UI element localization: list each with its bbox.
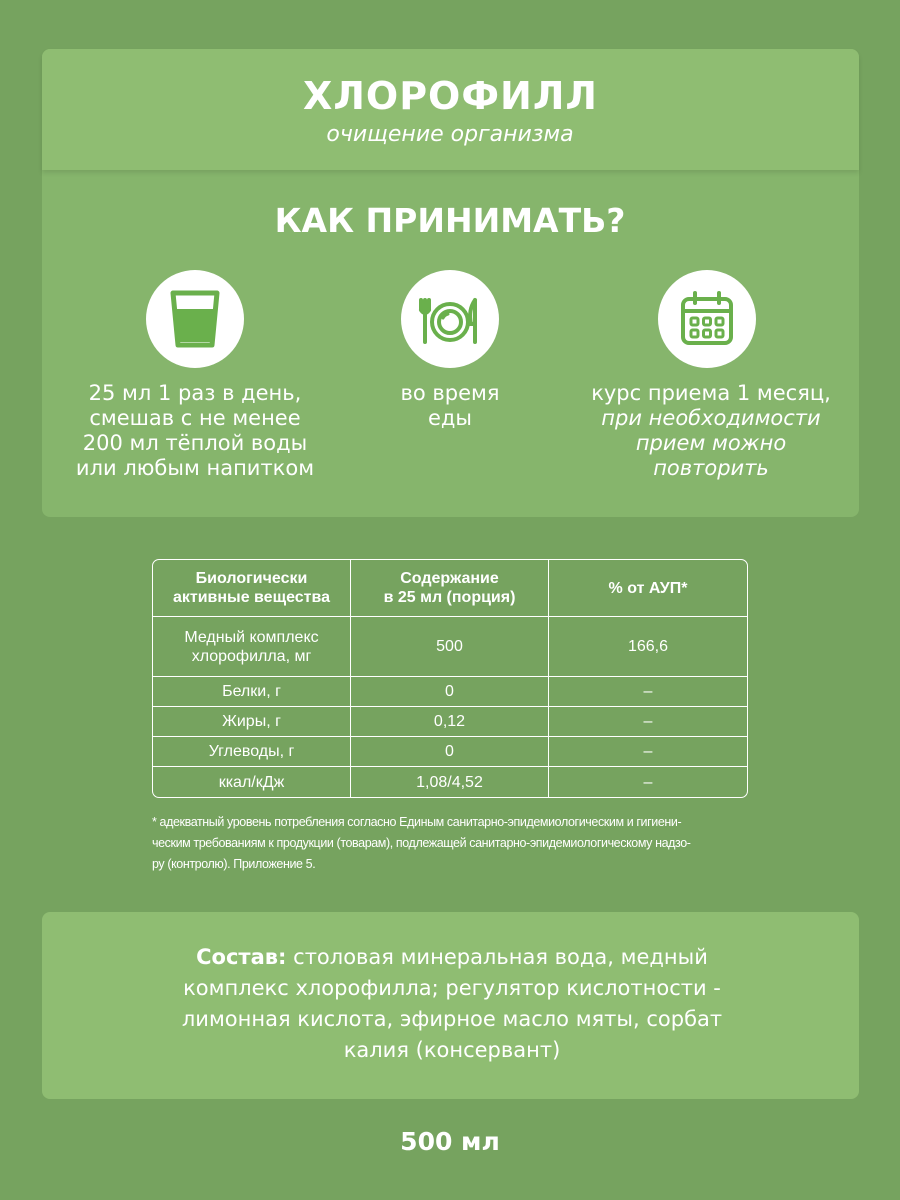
step-1-line-2: смешав с не менее <box>89 406 301 430</box>
header-substances-line-2: активные вещества <box>172 589 331 606</box>
step-2-line-2: еды <box>427 406 473 430</box>
glass-icon-circle <box>146 270 244 368</box>
step-3-text <box>566 381 856 481</box>
row-amount: 500 <box>351 617 549 677</box>
row-amount: 1,08/4,52 <box>351 767 549 797</box>
composition-label: Состав: <box>196 945 287 969</box>
step-1-line-4: или любым напитком <box>75 456 315 480</box>
product-subtitle: очищение организма <box>326 122 574 147</box>
row-percent: – <box>549 707 747 737</box>
step-2-line-1: во время <box>400 381 500 405</box>
header-substances <box>153 560 351 617</box>
row-amount: 0 <box>351 677 549 707</box>
glass-icon <box>165 287 225 351</box>
header-percent <box>549 560 747 617</box>
footnote-line-3: ру (контролю). Приложение 5. <box>152 857 316 871</box>
table-row <box>153 677 747 707</box>
row-name: Углеводы, г <box>153 737 351 767</box>
row-name: Жиры, г <box>153 707 351 737</box>
footnote-line-2: ческим требованиям к продукции (товарам), подлежащей санитарно-эпидемиологическому надзо- <box>152 836 691 850</box>
step-3-italic-3: повторить <box>653 456 769 480</box>
step-3-italic-1: при необходимости <box>601 406 821 430</box>
row-name-line-1: Медный комплекс <box>184 628 319 646</box>
row-name-line-2: хлорофилла, мг <box>191 647 312 665</box>
row-percent: – <box>549 677 747 707</box>
header-band <box>42 49 859 170</box>
row-amount: 0,12 <box>351 707 549 737</box>
footnote-line-1: * адекватный уровень потребления согласно Единым санитарно-эпидемиологическим и гигиени- <box>152 815 682 829</box>
table-row <box>153 617 747 677</box>
table-row <box>153 767 747 797</box>
plate-icon-circle <box>401 270 499 368</box>
nutrition-table <box>152 559 748 798</box>
step-3-italic-2: прием можно <box>635 431 787 455</box>
step-2-text <box>370 381 530 431</box>
row-percent: – <box>549 737 747 767</box>
step-1-line-1: 25 мл 1 раз в день, <box>88 381 302 405</box>
header-content <box>351 560 549 617</box>
volume-label: 500 мл <box>400 1127 500 1156</box>
header-substances-line-1: Биологически <box>195 570 308 587</box>
header-content-line-1: Содержание <box>400 570 499 587</box>
row-name <box>153 617 351 677</box>
composition-text <box>152 942 752 1066</box>
table-footnote <box>152 812 762 875</box>
composition-card <box>42 912 859 1099</box>
step-1-line-3: 200 мл тёплой воды <box>82 431 308 455</box>
product-title: ХЛОРОФИЛЛ <box>303 74 598 118</box>
header-percent-line-1: % от АУП* <box>608 579 688 597</box>
table-row <box>153 707 747 737</box>
table-row <box>153 737 747 767</box>
calendar-icon <box>677 289 737 349</box>
how-to-title: КАК ПРИНИМАТЬ? <box>274 201 626 240</box>
calendar-icon-circle <box>658 270 756 368</box>
row-percent: 166,6 <box>549 617 747 677</box>
row-percent: – <box>643 773 653 791</box>
row-name: Белки, г <box>153 677 351 707</box>
composition-body: столовая минеральная вода, медный комплекс хлорофилла; регулятор кислотности - лимонная кислота, эфирное масло мяты, сорбат калия (консервант) <box>181 945 723 1062</box>
header-content-line-2: в 25 мл (порция) <box>383 589 516 606</box>
row-name: ккал/кДж <box>153 767 351 797</box>
step-3-line-1: курс приема 1 месяц, <box>591 381 831 405</box>
step-1-text <box>54 381 336 481</box>
plate-cutlery-icon <box>415 284 485 354</box>
table-header-row <box>153 560 747 617</box>
row-amount: 0 <box>351 737 549 767</box>
